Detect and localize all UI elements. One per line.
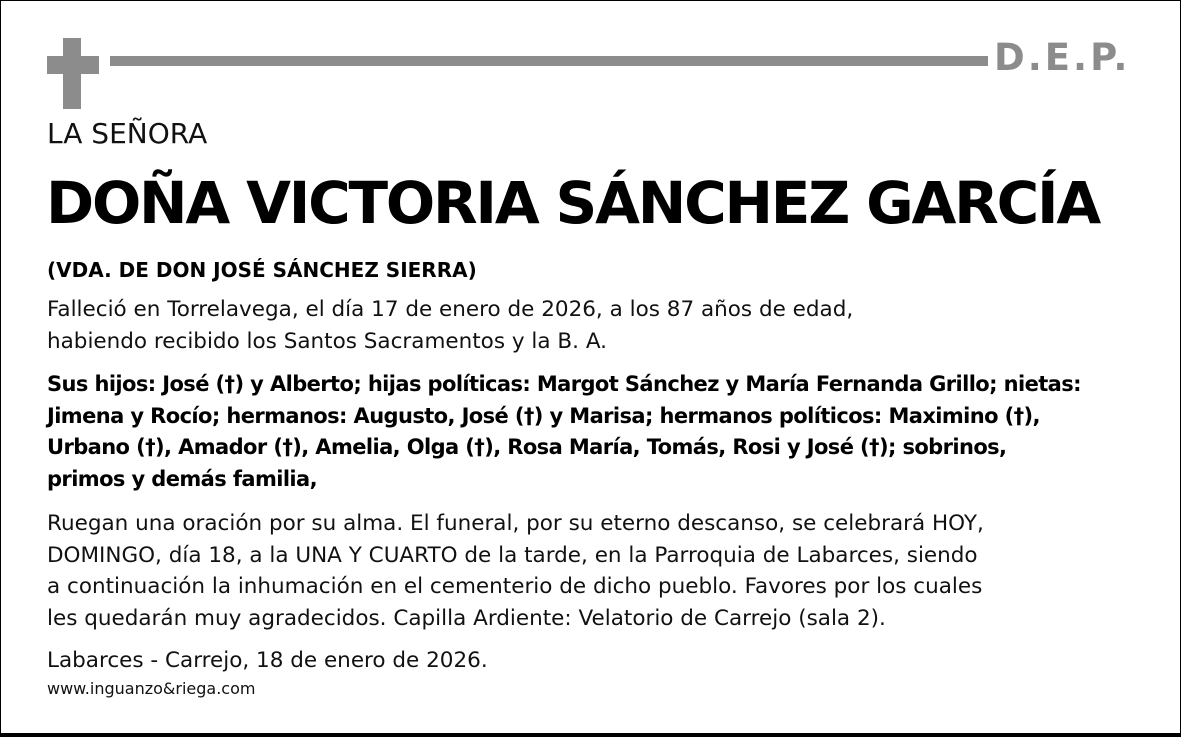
family-line: Jimena y Rocío; hermanos: Augusto, José (†) y Marisa; hermanos políticos: Maximino (†),	[47, 403, 1040, 428]
request-line: DOMINGO, día 18, a la UNA Y CUARTO de la tarde, en la Parroquia de Labarces, siendo	[47, 542, 978, 568]
death-notice-line: Falleció en Torrelavega, el día 17 de enero de 2026, a los 87 años de edad,	[47, 297, 854, 322]
dep-label: D.E.P.	[994, 36, 1131, 79]
deceased-name: DOÑA VICTORIA SÁNCHEZ GARCÍA	[46, 169, 1100, 237]
request-line: a continuación la inhumación en el cementerio de dicho pueblo. Favores por los cuales	[47, 574, 983, 599]
widow-line: (VDA. DE DON JOSÉ SÁNCHEZ SIERRA)	[47, 258, 477, 282]
death-notice-line: habiendo recibido los Santos Sacramentos y la B. A.	[47, 328, 607, 354]
family-list	[47, 369, 1081, 495]
place-date: Labarces - Carrejo, 18 de enero de 2026.	[47, 648, 488, 673]
family-line: Urbano (†), Amador (†), Amelia, Olga (†), Rosa María, Tomás, Rosi y José (†); sobrinos,	[47, 435, 1007, 459]
cross-icon	[47, 38, 99, 109]
family-line: Sus hijos: José (†) y Alberto; hijas políticas: Margot Sánchez y María Fernanda Grillo; nietas:	[47, 372, 1081, 396]
request-line: Ruegan una oración por su alma. El funeral, por su eterno descanso, se celebrará HOY,	[47, 511, 984, 536]
website-link[interactable]: www.inguanzo&riega.com	[47, 679, 256, 698]
header-rule	[110, 56, 988, 66]
funeral-request	[47, 508, 984, 634]
family-line: primos y demás familia,	[47, 466, 317, 491]
death-notice	[47, 294, 853, 357]
request-line: les quedarán muy agradecidos. Capilla Ardiente: Velatorio de Carrejo (sala 2).	[47, 605, 886, 631]
intro-label: LA SEÑORA	[47, 117, 208, 150]
